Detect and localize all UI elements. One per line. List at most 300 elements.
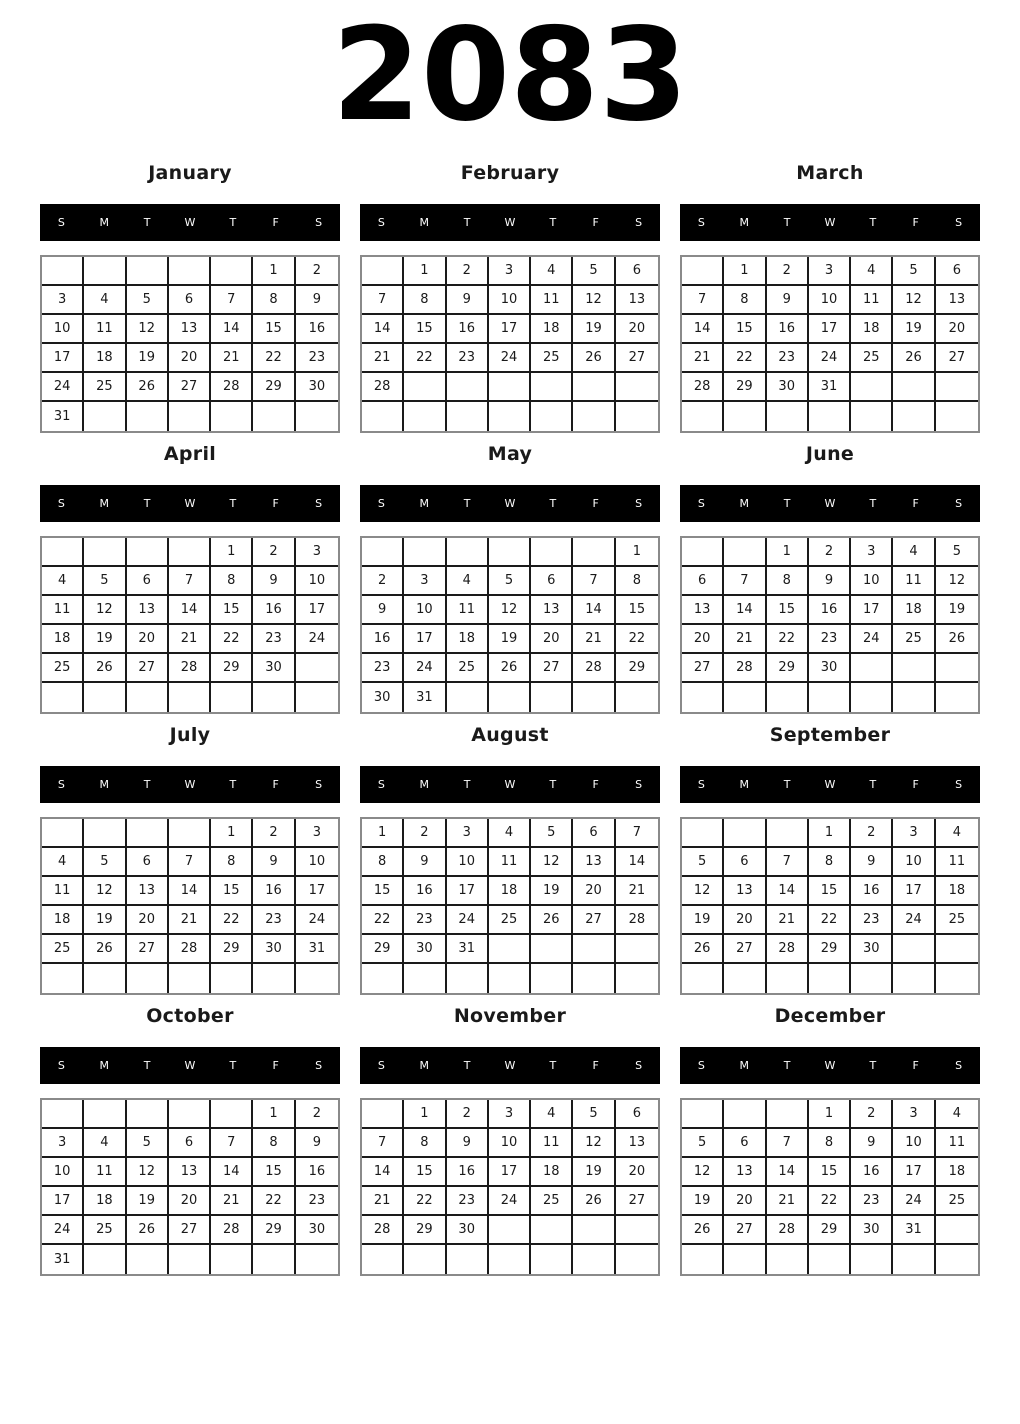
date-cell	[211, 402, 253, 431]
date-cell: 6	[616, 1100, 658, 1129]
date-cell	[169, 402, 211, 431]
date-cell: 5	[84, 567, 126, 596]
date-cell: 6	[616, 257, 658, 286]
date-cell	[211, 1245, 253, 1274]
date-cell: 6	[724, 848, 766, 877]
date-cell: 19	[936, 596, 978, 625]
date-cell: 20	[169, 1187, 211, 1216]
date-cell: 25	[851, 344, 893, 373]
date-cell: 9	[767, 286, 809, 315]
weekday-label: S	[697, 1059, 705, 1072]
date-cell: 19	[573, 315, 615, 344]
date-cell: 4	[936, 819, 978, 848]
month-dates-grid	[680, 536, 980, 714]
date-cell	[682, 819, 724, 848]
date-cell: 16	[296, 315, 338, 344]
date-cell	[362, 257, 404, 286]
date-cell: 9	[253, 567, 295, 596]
date-cell: 24	[447, 906, 489, 935]
date-cell: 15	[362, 877, 404, 906]
weekday-label: T	[463, 497, 471, 510]
date-cell: 24	[296, 906, 338, 935]
date-cell: 1	[211, 819, 253, 848]
date-cell	[936, 1245, 978, 1274]
date-cell	[531, 964, 573, 993]
date-cell: 9	[851, 1129, 893, 1158]
date-cell: 23	[851, 906, 893, 935]
date-cell: 22	[809, 1187, 851, 1216]
date-cell	[211, 257, 253, 286]
date-cell: 28	[682, 373, 724, 402]
date-cell: 23	[851, 1187, 893, 1216]
date-cell: 21	[767, 1187, 809, 1216]
date-cell	[767, 402, 809, 431]
weekday-label: F	[912, 1059, 919, 1072]
date-cell: 23	[404, 906, 446, 935]
month-block	[680, 444, 980, 714]
date-cell: 18	[489, 877, 531, 906]
date-cell	[573, 964, 615, 993]
date-cell	[489, 1245, 531, 1274]
weekday-label: S	[955, 778, 963, 791]
weekday-header	[360, 485, 660, 522]
date-cell: 14	[767, 1158, 809, 1187]
date-cell: 30	[404, 935, 446, 964]
date-cell: 7	[362, 286, 404, 315]
date-cell	[253, 964, 295, 993]
weekday-label: M	[419, 216, 430, 229]
date-cell: 15	[616, 596, 658, 625]
date-cell: 20	[682, 625, 724, 654]
month-dates-grid	[40, 255, 340, 433]
date-cell: 29	[767, 654, 809, 683]
month-dates-grid	[680, 255, 980, 433]
date-cell: 28	[169, 654, 211, 683]
date-cell: 29	[253, 1216, 295, 1245]
date-cell: 18	[42, 906, 84, 935]
date-cell: 5	[489, 567, 531, 596]
date-cell: 18	[531, 315, 573, 344]
date-cell: 17	[893, 877, 935, 906]
date-cell	[211, 683, 253, 712]
weekday-label: W	[184, 497, 196, 510]
date-cell	[127, 1100, 169, 1129]
date-cell	[573, 1245, 615, 1274]
date-cell: 25	[42, 935, 84, 964]
date-cell	[362, 538, 404, 567]
weekday-label: W	[504, 216, 516, 229]
date-cell	[404, 964, 446, 993]
date-cell: 24	[893, 1187, 935, 1216]
date-cell: 11	[851, 286, 893, 315]
month-title: March	[796, 162, 864, 184]
weekday-label: S	[697, 497, 705, 510]
date-cell: 31	[447, 935, 489, 964]
date-cell: 19	[489, 625, 531, 654]
date-cell: 4	[84, 1129, 126, 1158]
date-cell	[296, 964, 338, 993]
date-cell: 3	[296, 538, 338, 567]
date-cell: 14	[211, 1158, 253, 1187]
date-cell	[531, 373, 573, 402]
date-cell	[682, 964, 724, 993]
date-cell: 2	[404, 819, 446, 848]
date-cell	[296, 683, 338, 712]
date-cell	[724, 538, 766, 567]
date-cell	[531, 402, 573, 431]
date-cell: 23	[447, 1187, 489, 1216]
date-cell: 10	[42, 315, 84, 344]
date-cell	[253, 1245, 295, 1274]
date-cell: 24	[42, 373, 84, 402]
date-cell: 11	[531, 1129, 573, 1158]
date-cell: 29	[809, 1216, 851, 1245]
date-cell: 30	[809, 654, 851, 683]
date-cell: 20	[531, 625, 573, 654]
date-cell	[489, 373, 531, 402]
date-cell: 11	[42, 877, 84, 906]
weekday-label: T	[549, 778, 557, 791]
month-dates-grid	[40, 1098, 340, 1276]
date-cell	[724, 402, 766, 431]
date-cell: 6	[682, 567, 724, 596]
date-cell	[616, 1245, 658, 1274]
date-cell: 15	[211, 596, 253, 625]
date-cell: 27	[936, 344, 978, 373]
date-cell: 23	[296, 1187, 338, 1216]
date-cell: 26	[127, 1216, 169, 1245]
month-block	[360, 1006, 660, 1276]
date-cell: 12	[682, 1158, 724, 1187]
date-cell: 15	[724, 315, 766, 344]
date-cell: 22	[809, 906, 851, 935]
weekday-label: T	[143, 1059, 151, 1072]
date-cell: 24	[404, 654, 446, 683]
weekday-label: T	[463, 216, 471, 229]
date-cell: 18	[531, 1158, 573, 1187]
date-cell: 17	[489, 315, 531, 344]
date-cell: 25	[531, 1187, 573, 1216]
date-cell: 28	[767, 1216, 809, 1245]
date-cell: 12	[489, 596, 531, 625]
date-cell: 5	[682, 1129, 724, 1158]
month-dates-grid	[40, 817, 340, 995]
date-cell	[893, 1245, 935, 1274]
date-cell: 19	[84, 625, 126, 654]
date-cell	[851, 1245, 893, 1274]
date-cell: 1	[362, 819, 404, 848]
date-cell: 17	[42, 1187, 84, 1216]
date-cell: 11	[489, 848, 531, 877]
date-cell	[127, 257, 169, 286]
date-cell: 10	[489, 1129, 531, 1158]
date-cell: 23	[253, 625, 295, 654]
date-cell: 23	[253, 906, 295, 935]
date-cell: 26	[84, 935, 126, 964]
date-cell: 13	[682, 596, 724, 625]
date-cell: 21	[724, 625, 766, 654]
date-cell: 24	[851, 625, 893, 654]
date-cell: 8	[211, 567, 253, 596]
weekday-label: S	[315, 1059, 323, 1072]
date-cell: 27	[682, 654, 724, 683]
date-cell	[893, 683, 935, 712]
weekday-label: T	[549, 216, 557, 229]
date-cell: 7	[767, 848, 809, 877]
date-cell: 3	[851, 538, 893, 567]
date-cell: 29	[211, 935, 253, 964]
date-cell: 29	[809, 935, 851, 964]
date-cell: 6	[169, 1129, 211, 1158]
weekday-label: T	[869, 216, 877, 229]
date-cell: 30	[253, 654, 295, 683]
date-cell: 4	[936, 1100, 978, 1129]
date-cell: 13	[616, 1129, 658, 1158]
weekday-label: W	[504, 778, 516, 791]
date-cell: 11	[531, 286, 573, 315]
date-cell: 19	[127, 1187, 169, 1216]
date-cell: 24	[893, 906, 935, 935]
date-cell: 26	[573, 344, 615, 373]
date-cell: 28	[362, 373, 404, 402]
date-cell	[531, 1245, 573, 1274]
date-cell: 1	[404, 257, 446, 286]
date-cell: 21	[682, 344, 724, 373]
date-cell: 4	[42, 567, 84, 596]
date-cell: 8	[404, 286, 446, 315]
date-cell: 10	[893, 1129, 935, 1158]
date-cell: 6	[724, 1129, 766, 1158]
date-cell: 21	[169, 625, 211, 654]
date-cell	[616, 1216, 658, 1245]
date-cell: 13	[169, 1158, 211, 1187]
date-cell: 12	[84, 877, 126, 906]
date-cell	[936, 964, 978, 993]
date-cell: 16	[362, 625, 404, 654]
weekday-label: F	[272, 216, 279, 229]
date-cell: 4	[531, 257, 573, 286]
date-cell: 1	[616, 538, 658, 567]
date-cell: 9	[447, 1129, 489, 1158]
date-cell: 6	[127, 567, 169, 596]
date-cell: 8	[211, 848, 253, 877]
weekday-label: S	[57, 1059, 65, 1072]
date-cell: 9	[851, 848, 893, 877]
date-cell	[84, 819, 126, 848]
date-cell	[809, 1245, 851, 1274]
date-cell: 12	[682, 877, 724, 906]
date-cell: 14	[169, 596, 211, 625]
weekday-label: S	[377, 778, 385, 791]
date-cell: 27	[573, 906, 615, 935]
date-cell: 17	[296, 596, 338, 625]
date-cell: 10	[404, 596, 446, 625]
date-cell	[531, 935, 573, 964]
month-title: September	[769, 724, 891, 746]
weekday-label: T	[229, 778, 237, 791]
date-cell: 3	[893, 1100, 935, 1129]
date-cell: 10	[296, 567, 338, 596]
date-cell	[767, 1100, 809, 1129]
date-cell: 7	[767, 1129, 809, 1158]
date-cell: 1	[404, 1100, 446, 1129]
date-cell: 19	[127, 344, 169, 373]
date-cell: 14	[724, 596, 766, 625]
weekday-label: T	[229, 1059, 237, 1072]
date-cell	[851, 683, 893, 712]
date-cell: 28	[211, 1216, 253, 1245]
month-title: June	[805, 443, 855, 465]
date-cell	[936, 1216, 978, 1245]
month-dates-grid	[40, 536, 340, 714]
date-cell: 22	[253, 1187, 295, 1216]
date-cell: 14	[682, 315, 724, 344]
date-cell: 10	[447, 848, 489, 877]
date-cell: 4	[447, 567, 489, 596]
date-cell: 4	[893, 538, 935, 567]
date-cell: 6	[127, 848, 169, 877]
date-cell: 10	[42, 1158, 84, 1187]
date-cell: 20	[936, 315, 978, 344]
date-cell: 17	[296, 877, 338, 906]
date-cell: 21	[767, 906, 809, 935]
date-cell: 9	[404, 848, 446, 877]
weekday-label: F	[592, 1059, 599, 1072]
date-cell: 17	[42, 344, 84, 373]
date-cell: 19	[573, 1158, 615, 1187]
date-cell	[682, 1245, 724, 1274]
date-cell: 17	[404, 625, 446, 654]
weekday-label: S	[697, 216, 705, 229]
year-title: 2083	[331, 1, 689, 150]
date-cell: 6	[573, 819, 615, 848]
date-cell: 3	[447, 819, 489, 848]
month-block	[680, 1006, 980, 1276]
date-cell: 7	[724, 567, 766, 596]
weekday-label: F	[592, 497, 599, 510]
date-cell: 11	[84, 1158, 126, 1187]
date-cell: 29	[724, 373, 766, 402]
date-cell: 15	[809, 1158, 851, 1187]
weekday-label: S	[635, 216, 643, 229]
month-title: August	[471, 724, 549, 746]
date-cell: 10	[296, 848, 338, 877]
date-cell: 30	[253, 935, 295, 964]
date-cell	[724, 1100, 766, 1129]
date-cell: 4	[489, 819, 531, 848]
weekday-header	[360, 766, 660, 803]
date-cell: 29	[616, 654, 658, 683]
date-cell: 18	[447, 625, 489, 654]
weekday-label: W	[824, 1059, 836, 1072]
date-cell	[211, 964, 253, 993]
weekday-label: M	[99, 497, 110, 510]
date-cell	[767, 683, 809, 712]
date-cell: 6	[936, 257, 978, 286]
weekday-label: W	[184, 216, 196, 229]
date-cell: 28	[573, 654, 615, 683]
date-cell	[296, 402, 338, 431]
weekday-label: T	[783, 497, 791, 510]
date-cell: 13	[936, 286, 978, 315]
date-cell	[724, 819, 766, 848]
date-cell: 18	[851, 315, 893, 344]
date-cell: 31	[42, 402, 84, 431]
date-cell	[489, 402, 531, 431]
date-cell: 24	[489, 344, 531, 373]
date-cell: 22	[724, 344, 766, 373]
date-cell: 8	[809, 848, 851, 877]
date-cell: 23	[296, 344, 338, 373]
weekday-label: S	[315, 497, 323, 510]
date-cell	[489, 683, 531, 712]
date-cell	[84, 538, 126, 567]
weekday-label: S	[315, 778, 323, 791]
date-cell: 2	[253, 819, 295, 848]
date-cell: 18	[84, 344, 126, 373]
date-cell: 15	[809, 877, 851, 906]
date-cell: 16	[447, 315, 489, 344]
month-title: January	[148, 162, 232, 184]
date-cell	[616, 402, 658, 431]
date-cell: 9	[296, 286, 338, 315]
date-cell	[489, 935, 531, 964]
date-cell: 8	[724, 286, 766, 315]
date-cell: 18	[84, 1187, 126, 1216]
weekday-label: S	[57, 778, 65, 791]
date-cell	[893, 402, 935, 431]
date-cell: 12	[84, 596, 126, 625]
date-cell	[724, 1245, 766, 1274]
weekday-label: S	[955, 497, 963, 510]
date-cell	[767, 964, 809, 993]
date-cell: 29	[253, 373, 295, 402]
date-cell	[531, 1216, 573, 1245]
date-cell: 27	[127, 654, 169, 683]
date-cell	[489, 538, 531, 567]
date-cell	[809, 964, 851, 993]
date-cell: 3	[893, 819, 935, 848]
date-cell: 14	[362, 315, 404, 344]
date-cell	[127, 402, 169, 431]
weekday-label: S	[57, 216, 65, 229]
month-block	[40, 163, 340, 433]
weekday-label: T	[549, 1059, 557, 1072]
weekday-header	[40, 766, 340, 803]
date-cell	[573, 538, 615, 567]
date-cell: 31	[296, 935, 338, 964]
date-cell: 24	[489, 1187, 531, 1216]
date-cell	[296, 1245, 338, 1274]
date-cell	[169, 538, 211, 567]
date-cell: 14	[169, 877, 211, 906]
date-cell	[362, 1100, 404, 1129]
date-cell: 7	[573, 567, 615, 596]
date-cell: 22	[253, 344, 295, 373]
date-cell: 22	[211, 906, 253, 935]
date-cell: 21	[362, 1187, 404, 1216]
date-cell	[42, 538, 84, 567]
date-cell: 26	[127, 373, 169, 402]
date-cell	[851, 373, 893, 402]
date-cell: 27	[531, 654, 573, 683]
date-cell: 15	[404, 315, 446, 344]
weekday-label: W	[824, 216, 836, 229]
date-cell: 11	[893, 567, 935, 596]
date-cell	[531, 683, 573, 712]
date-cell	[724, 683, 766, 712]
date-cell: 1	[767, 538, 809, 567]
